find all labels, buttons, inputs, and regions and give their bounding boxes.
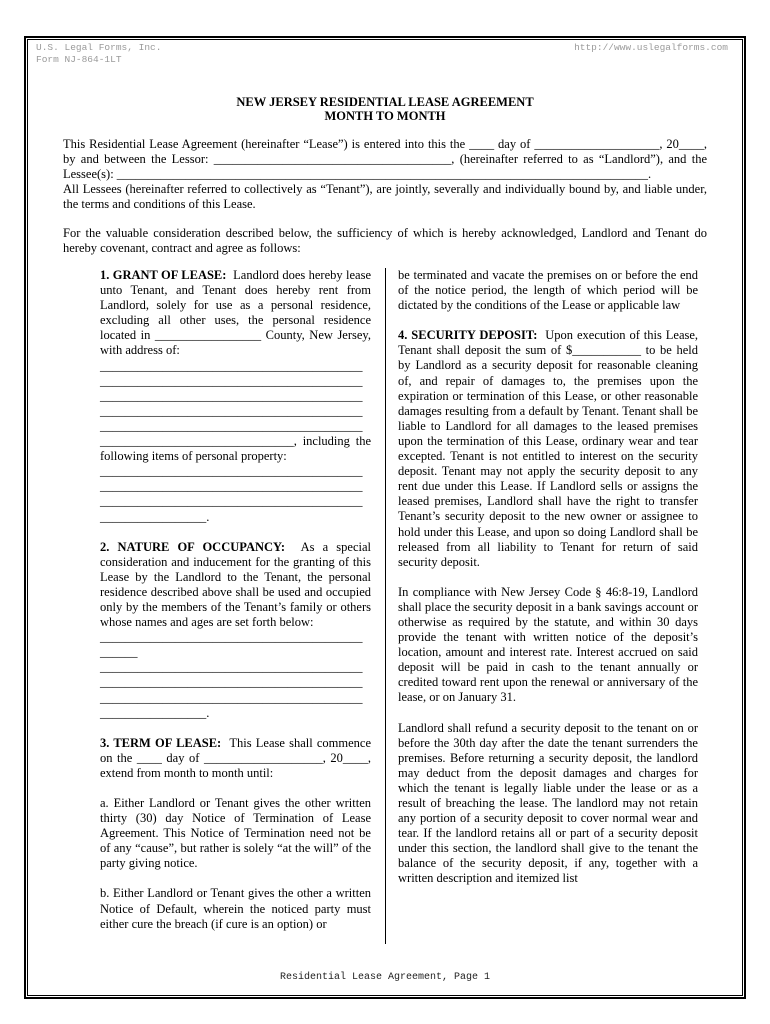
address-line[interactable]: __________________________________________ [100,373,363,388]
lessees-paragraph: All Lessees (hereinafter referred to collectively as “Tenant”), are jointly, severally and individually bound by, and liable under, the terms and conditions of this Lease. [63,182,707,212]
document-subtitle: MONTH TO MONTH [324,109,446,123]
address-last-line: _______________________________, including the following items of personal property: [100,434,371,464]
form-number: Form NJ-864-1LT [36,53,122,65]
address-line[interactable]: __________________________________________ [100,388,363,403]
header-url[interactable]: http://www.uslegalforms.com [574,42,728,53]
company-name: U.S. Legal Forms, Inc. [36,42,162,53]
grant-of-lease-section [100,268,371,359]
term-continued: be terminated and vacate the premises on or before the end of the notice period, the length of which period will be dictated by the conditions of the Lease or applicable law [398,268,698,313]
compliance-paragraph: In compliance with New Jersey Code § 46:8-19, Landlord shall place the security deposit in a bank savings account or otherwise as required by the statute, and within 30 days provide the tenant with written notice of the deposit’s location, amount and interest rate. Interest accrued on said deposit will be paid in cash to the tenant annually or credited toward rent upon the renewal or anniversary of the lease, or on January 31. [398,584,698,705]
term-text: This Lease shall commence on the ____ day of ___________________, 20____, extend from month to month until: [100,735,371,780]
column-divider [385,268,386,944]
consideration-paragraph: For the valuable consideration described below, the sufficiency of which is hereby acknowledged, Landlord and Tenant do hereby covenant, contract and agree as follows: [63,226,707,256]
page-footer: Residential Lease Agreement, Page 1 [279,972,491,983]
occupancy-heading: 2. NATURE OF OCCUPANCY: [100,539,286,554]
occupant-last-line[interactable]: _________________. [100,705,210,720]
term-clause-b: b. Either Landlord or Tenant gives the other a written Notice of Default, wherein the noticed party must either cure the breach (if cure is an option) or [100,886,371,931]
right-column [398,268,698,887]
header-left [36,42,161,65]
occupant-line[interactable]: __________________________________________ [100,690,363,705]
occupant-line[interactable]: __________________________________________ [100,630,363,645]
grant-heading: 1. GRANT OF LEASE: [100,268,227,282]
grant-text: Landlord does hereby lease unto Tenant, and Tenant does hereby rent from Landlord, solely for use as a personal residence, excluding all other uses, the personal residence located in _________________ County, New Jersey, with address of: [100,268,371,358]
deposit-text: Upon execution of this Lease, Tenant shall deposit the sum of $___________ to be held by Landlord as a security deposit for reasonable cleaning of, and repair of damages to, the premises upon the expiration or termination of this Lease, or other reasonable damages resulting from a default by Tenant. Tenant shall be liable to Landlord for all damages to the leased premises upon the termination of this Lease, ordinary wear and tear excepted. Tenant is not entitled to interest on the security deposit. Tenant may not apply the security deposit to any rent due under this Lease. If Landlord sells or assigns the leased premises, Landlord shall have the right to transfer Tenant’s security deposit to the new owner or assignee to hold under this Lease, and upon so doing Landlord shall be released from all liability to Tenant for return of said security deposit. [398,328,699,569]
property-line[interactable]: __________________________________________ [100,464,363,479]
property-last-line[interactable]: _________________. [100,509,210,524]
occupant-line[interactable]: ______ [100,645,138,660]
term-heading: 3. TERM OF LEASE: [100,735,222,750]
property-line[interactable]: __________________________________________ [100,494,363,509]
deposit-heading: 4. SECURITY DEPOSIT: [398,328,538,343]
occupancy-text: As a special consideration and inducement for the granting of this Lease by the Landlord to the Tenant, the personal residence described above shall be used and occupied only by the members of the Tenant’s family or others whose names and ages are set forth below: [100,539,371,630]
term-of-lease-section [100,736,371,781]
refund-paragraph: Landlord shall refund a security deposit to the tenant on or before the 30th day after the date the tenant surrenders the premises. Before returning a security deposit, the landlord may deduct from the deposit damages and charges for which the tenant is legally liable under the lease or as a result of breaching the lease. The landlord may not retain any portion of a security deposit to cover normal wear and tear. If the landlord retains all or part of a security deposit under this section, the landlord shall give to the tenant the balance of the security deposit, if any, together with a written description and itemized list [398,720,698,886]
address-line[interactable]: __________________________________________ [100,358,363,373]
term-clause-a: a. Either Landlord or Tenant gives the other written thirty (30) day Notice of Termination of Lease Agreement. This Notice of Termination need not be of any “cause”, but rather is solely “at the will” of the party giving notice. [100,796,371,871]
occupant-line[interactable]: __________________________________________ [100,675,363,690]
property-line[interactable]: __________________________________________ [100,479,363,494]
address-line[interactable]: __________________________________________ [100,403,363,418]
occupant-line[interactable]: __________________________________________ [100,660,363,675]
document-title: NEW JERSEY RESIDENTIAL LEASE AGREEMENT [236,95,534,109]
nature-of-occupancy-section [100,540,371,631]
address-line[interactable]: __________________________________________ [100,418,363,433]
intro-paragraph: This Residential Lease Agreement (hereinafter “Lease”) is entered into this the ____ day of ____________________, 20____, by and between the Lessor: ______________________________________, (hereinafter referred to as “Landlord”), and the Lessee(s): _____________________________________________________________________________________. [63,137,707,182]
security-deposit-section [398,328,698,570]
left-column [100,268,371,932]
